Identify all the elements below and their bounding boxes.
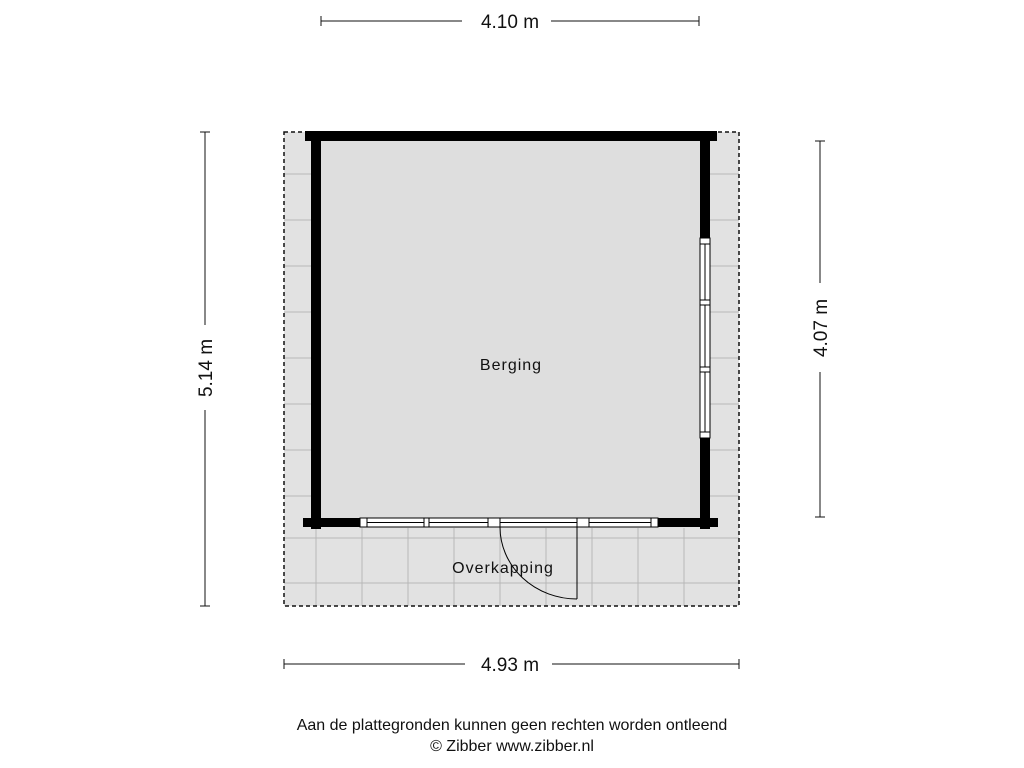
room-label-berging: Berging: [479, 357, 543, 374]
dimension-top-label: 4.10 m: [480, 12, 540, 33]
copyright-text: © Zibber www.zibber.nl: [430, 738, 594, 755]
room-label-overkapping: Overkapping: [452, 560, 554, 577]
front-glazing: [360, 518, 658, 527]
dimension-right-label: 4.07 m: [811, 298, 832, 358]
berging-floor: [316, 140, 705, 521]
right-window: [700, 238, 710, 438]
dimension-left-label: 5.14 m: [196, 338, 217, 398]
disclaimer-text: Aan de plattegronden kunnen geen rechten worden ontleend: [296, 717, 728, 734]
dimension-bottom-label: 4.93 m: [480, 655, 540, 676]
